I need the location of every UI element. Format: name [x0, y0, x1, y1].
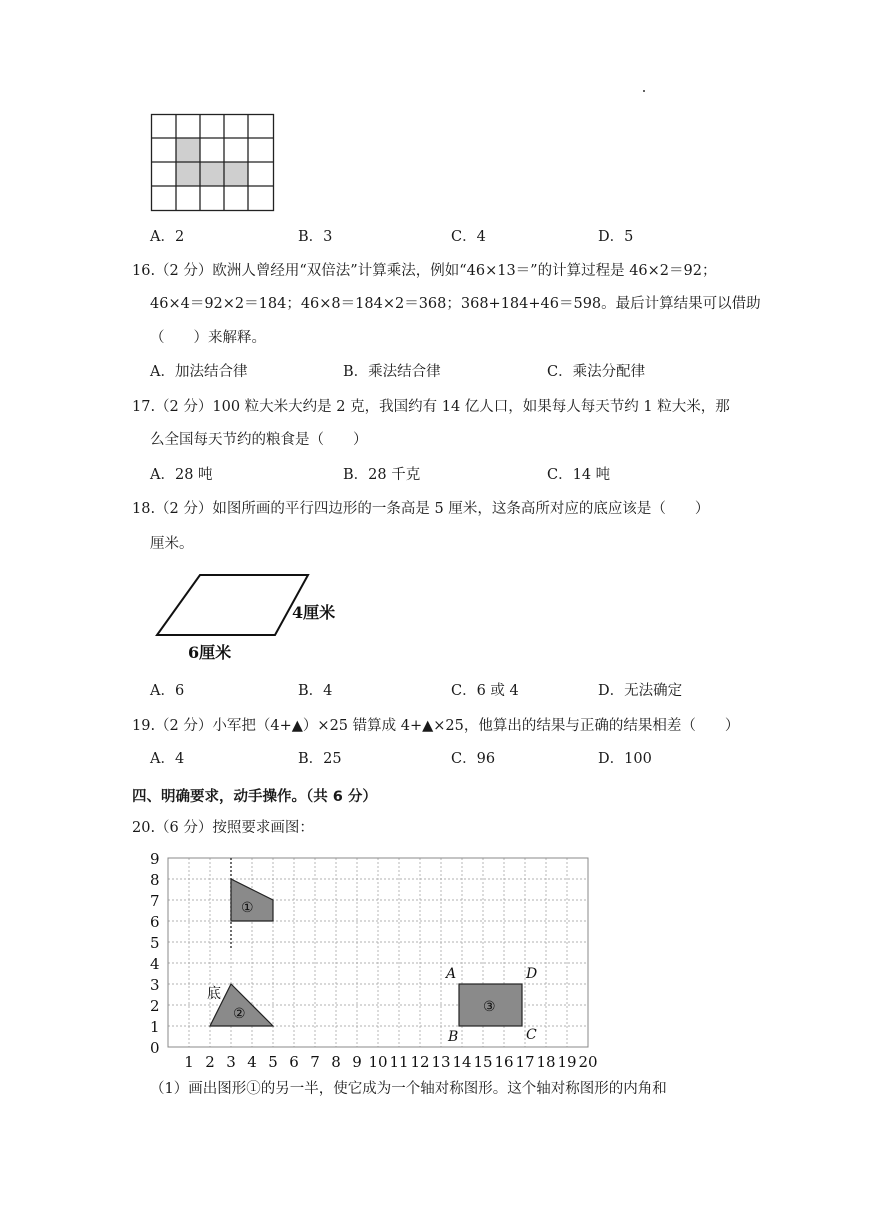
x-tick-label: 15: [473, 1053, 493, 1070]
q19-stem-line1: 19.（2 分）小军把（4+▲）×25 错算成 4+▲×25，他算出的结果与正确的结果相差（ ）: [132, 718, 740, 734]
q16-stem-line3: （ ）来解释。: [150, 330, 266, 346]
q19-option-a[interactable]: A．4: [150, 751, 185, 767]
y-tick-label: 2: [150, 997, 160, 1015]
x-tick-label: 2: [205, 1053, 215, 1070]
y-tick-label: 8: [150, 871, 160, 889]
x-tick-label: 4: [247, 1053, 257, 1070]
section-four-title: 四、明确要求，动手操作。（共 6 分）: [132, 789, 377, 805]
base-label: 6厘米: [188, 643, 232, 662]
shaded-cell: [200, 162, 224, 186]
q16-stem-line2: 46×4＝92×2＝184；46×8＝184×2＝368；368+184+46＝598。最后计算结果可以借助: [150, 296, 761, 312]
x-tick-label: 12: [410, 1053, 430, 1070]
y-tick-label: 7: [150, 892, 160, 910]
q15-option-a[interactable]: A．2: [150, 229, 185, 245]
parallelogram: [157, 575, 308, 635]
q20-coordinate-grid: [140, 845, 600, 1070]
side-label: 4厘米: [292, 603, 336, 622]
x-tick-label: 18: [536, 1053, 556, 1070]
base-label: 底: [207, 986, 221, 1002]
q17-stem-line1: 17.（2 分）100 粒大米大约是 2 克，我国约有 14 亿人口，如果每人每天节约 1 粒大米，那: [132, 399, 730, 415]
x-tick-label: 11: [389, 1053, 409, 1070]
q16-option-a[interactable]: A．加法结合律: [150, 364, 248, 380]
q18-stem-line2: 厘米。: [150, 536, 194, 552]
shape-3-label: ③: [483, 999, 496, 1015]
q15-option-c[interactable]: C．4: [451, 229, 486, 245]
q17-option-c[interactable]: C．14 吨: [547, 467, 611, 483]
x-tick-labels: [184, 1053, 597, 1070]
q19-option-b[interactable]: B．25: [298, 751, 342, 767]
y-tick-label: 9: [150, 850, 160, 868]
q16-stem-line1: 16.（2 分）欧洲人曾经用“双倍法”计算乘法，例如“46×13＝”的计算过程是 46×2＝92；: [132, 263, 717, 279]
q16-option-c[interactable]: C．乘法分配律: [547, 364, 646, 380]
point-a-label: A: [446, 966, 457, 982]
x-tick-label: 8: [331, 1053, 341, 1070]
y-tick-label: 6: [150, 913, 160, 931]
q17-option-b[interactable]: B．28 千克: [343, 467, 421, 483]
x-tick-label: 16: [494, 1053, 514, 1070]
x-tick-label: 3: [226, 1053, 236, 1070]
x-tick-label: 14: [452, 1053, 472, 1070]
q15-option-b[interactable]: B．3: [298, 229, 333, 245]
q20-stem-line1: 20.（6 分）按照要求画图：: [132, 820, 314, 836]
shape-2-label: ②: [233, 1006, 246, 1022]
q18-parallelogram-figure: [150, 566, 350, 666]
x-tick-label: 7: [310, 1053, 320, 1070]
x-tick-label: 6: [289, 1053, 299, 1070]
y-tick-label: 1: [150, 1018, 160, 1036]
q18-stem-line1: 18.（2 分）如图所画的平行四边形的一条高是 5 厘米，这条高所对应的底应该是（ ）: [132, 501, 710, 517]
q17-stem-line2: 么全国每天节约的粮食是（ ）: [150, 432, 368, 448]
q19-option-d[interactable]: D．100: [598, 751, 652, 767]
shaded-cell: [224, 162, 248, 186]
q20-sub1: （1）画出图形①的另一半，使它成为一个轴对称图形。这个轴对称图形的内角和: [150, 1081, 667, 1097]
q18-option-b[interactable]: B．4: [298, 683, 333, 699]
q19-option-c[interactable]: C．96: [451, 751, 496, 767]
y-tick-label: 0: [150, 1039, 160, 1057]
x-tick-label: 19: [557, 1053, 577, 1070]
point-b-label: B: [448, 1029, 459, 1045]
y-tick-labels: [150, 850, 160, 1057]
x-tick-label: 1: [184, 1053, 194, 1070]
shaded-cell: [176, 162, 200, 186]
q18-option-a[interactable]: A．6: [150, 683, 185, 699]
q15-option-d[interactable]: D．5: [598, 229, 634, 245]
x-tick-label: 5: [268, 1053, 278, 1070]
y-tick-label: 5: [150, 934, 160, 952]
q17-option-a[interactable]: A．28 吨: [150, 467, 213, 483]
x-tick-label: 17: [515, 1053, 535, 1070]
y-tick-label: 3: [150, 976, 160, 994]
q16-option-b[interactable]: B．乘法结合律: [343, 364, 441, 380]
x-tick-label: 9: [352, 1053, 362, 1070]
page-dot: [643, 90, 645, 92]
q18-option-c[interactable]: C．6 或 4: [451, 683, 519, 699]
q15-grid-figure: [150, 113, 276, 213]
point-c-label: C: [526, 1027, 537, 1043]
x-tick-label: 13: [431, 1053, 451, 1070]
y-tick-label: 4: [150, 955, 160, 973]
shaded-cell: [176, 138, 200, 162]
q18-option-d[interactable]: D．无法确定: [598, 683, 683, 699]
x-tick-label: 10: [368, 1053, 388, 1070]
x-tick-label: 20: [578, 1053, 598, 1070]
point-d-label: D: [526, 966, 538, 982]
shape-1-label: ①: [241, 900, 254, 916]
